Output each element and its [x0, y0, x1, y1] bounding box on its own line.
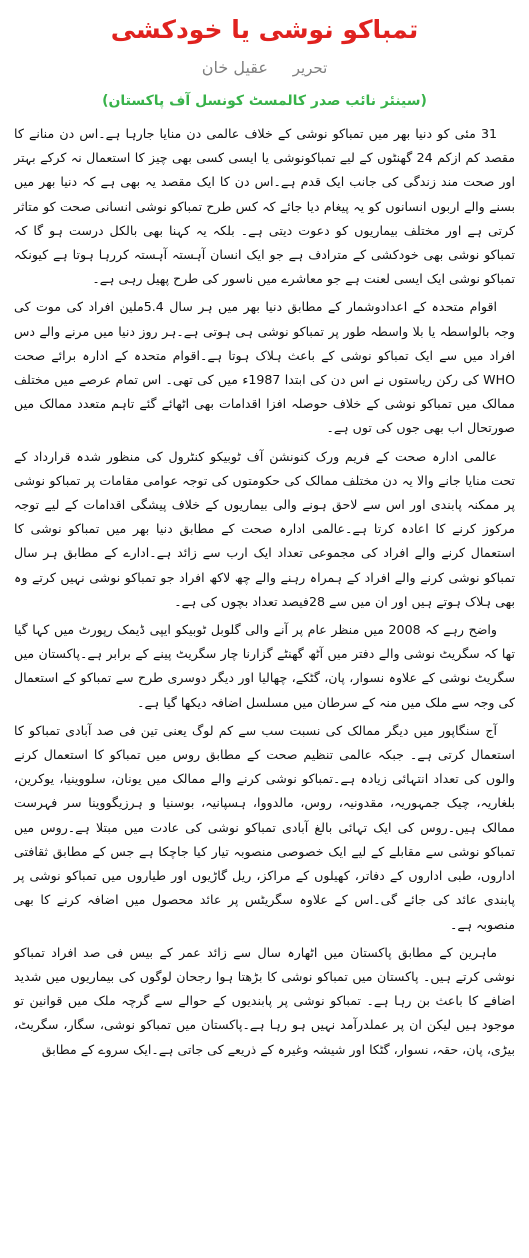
- article-title: تمباکو نوشی یا خودکشی: [110, 15, 419, 44]
- author-line: [14, 54, 515, 82]
- paragraph: ماہرین کے مطابق پاکستان میں اٹھارہ سال سے زائد عمر کے بیس فی صد افراد تمباکو نوشی کرتے ہیں۔ پاکستان میں تمباکو نوشی کا بڑھتا ہوا رجحان لوگوں کی بیماریوں میں شدید اضافے کا باعث بن رہا ہے۔ تمباکو نوشی پر پابندیوں کے حوالے سے گرچہ ملک میں قوانین تو موجود ہیں لیکن ان پر عملدرآمد نہیں ہو رہا ہے۔پاکستان میں تمباکو نوشی، سگار، سگریٹ، بیڑی، پان، حقہ، نسوار، گٹکا اور شیشہ وغیرہ کے ذریعے کی جاتی ہے۔ایک سروے کے مطابق: [14, 944, 515, 1057]
- author-label: تحریر: [292, 59, 328, 77]
- paragraph: اقوام متحدہ کے اعدادوشمار کے مطابق دنیا بھر میں ہر سال 5.4ملین افراد کی موت کی وجہ بالواسطہ یا بلا واسطہ طور پر تمباکو نوشی ہی ہوتی ہے۔ہر روز دنیا میں مرنے والے دس افراد میں سے ایک تمباکو نوشی کے باعث ہلاک ہوتا ہے۔اقوام متحدہ کے ادارہ برائے صحت WHO کی رکن ریاستوں نے اس دن کی ابتدا 1987ء میں کی تھی۔ اس تمام عرصے میں مختلف ممالک میں تمباکو نوشی کے خلاف حوصلہ افزا اقدامات بھی اٹھائے گئے تاہم متعدد ممالک میں صورتحال اب بھی جوں کی توں ہے۔: [14, 299, 515, 436]
- paragraph: واضح رہے کہ 2008 میں منظر عام پر آنے والی گلوبل ٹوبیکو ایپی ڈیمک رپورٹ میں کہا گیا تھا کہ سگریٹ نوشی والے دفتر میں آٹھ گھنٹے گزارنا چار سگریٹ پینے کے برابر ہے۔پاکستان میں سگریٹ نوشی کے علاوہ نسوار، پان، گٹکے، چھالیا اور دیگر دوسری طرح سے تمباکو کے استعمال کی وجہ سے ملک میں منہ کے سرطان میں مسلسل اضافہ دیکھا گیا ہے۔: [14, 622, 515, 710]
- paragraph: 31 مئی کو دنیا بھر میں تمباکو نوشی کے خلاف عالمی دن منایا جارہا ہے۔اس دن منانے کا مقصد کم ازکم 24 گھنٹوں کے لیے تمباکونوشی یا ایسی کسی بھی چیز کا استعمال نہ کرکے بہتر اور صحت مند زندگی کی جانب ایک قدم ہے۔اس دن کا ایک مقصد یہ بھی ہے کہ دنیا بھر میں بسنے والے اربوں انسانوں کو یہ پیغام دیا جائے کہ کس طرح تمباکو نوشی انسانی صحت کو متاثر کرتی ہے اور مختلف بیماریوں کو دعوت دیتی ہے۔ بلکہ یہ کہنا بھی بالکل درست ہو گا کہ تمباکو نوشی بھی خودکشی کے مترادف ہے جو ایک انسان آہستہ آہستہ کررہا ہوتا ہے کیونکہ تمباکو نوشی ایک ایسی لعنت ہے جو معاشرے میں ناسور کی طرح پھیل رہی ہے۔: [14, 126, 515, 287]
- paragraph: عالمی ادارہ صحت کے فریم ورک کنونشن آف ٹوبیکو کنٹرول کی منظور شدہ قرارداد کے تحت منایا جانے والا یہ دن مختلف ممالک کی حکومتوں کی توجہ عوامی مقامات پر تمباکو نوشی پر ممکنہ پابندی اور اس سے لاحق ہونے والی بیماریوں کے خلاف پیشگی اقدامات کے لیے توجہ مرکوز کرنے کا اعادہ کرتا ہے۔عالمی ادارہ صحت کے مطابق دنیا بھر میں تمباکو نوشی کا استعمال کرنے والے افراد کی مجموعی تعداد ایک ارب سے زائد ہے۔ادارے کے مطابق ہر سال تمباکو نوشی کرنے والے افراد کے ہمراہ رہنے والے چھ لاکھ افراد جو تمباکو نوشی نہیں کرتے وہ بھی ہلاک ہوتے ہیں اور ان میں سے 28فیصد تعداد بچوں کی ہے۔: [14, 448, 515, 609]
- author-name: عقیل خان: [201, 58, 268, 77]
- author-designation: (سینئر نائب صدر کالمسٹ کونسل آف پاکستان): [102, 93, 427, 109]
- paragraph: آج سنگاپور میں دیگر ممالک کی نسبت سب سے کم لوگ یعنی تین فی صد آبادی تمباکو کا استعمال کرتی ہے۔ جبکہ عالمی تنظیم صحت کے مطابق روس میں تمباکو کا استعمال کرنے والوں کی تعداد انتہائی زیادہ ہے۔تمباکو نوشی کرنے والے ممالک میں یونان، سلووینیا، یوکرین، بلغاریہ، چیک جمہوریہ، مقدونیہ، روس، مالدووا، ہسپانیہ، بوسنیا و ہرزیگووینا سر فہرست ممالک ہیں۔روس کی ایک تہائی بالغ آبادی تمباکو نوشی کی عادت میں مبتلا ہے۔روس میں تمباکو نوشی سے مقابلے کے لیے ایک خصوصی منصوبہ تیار کیا جاچکا ہے جس کے مطابق ثقافتی اداروں، طبی اداروں کے دفاتر، کھیلوں کے مراکز، ریل گاڑیوں اور طیاروں میں تمباکو نوشی پر پابندی عائد کی جائے گی۔اس کے علاوہ سگریٹس پر عائد محصول میں اضافہ کرنے کا بھی منصوبہ ہے۔: [14, 722, 515, 932]
- article-body: [14, 122, 515, 1062]
